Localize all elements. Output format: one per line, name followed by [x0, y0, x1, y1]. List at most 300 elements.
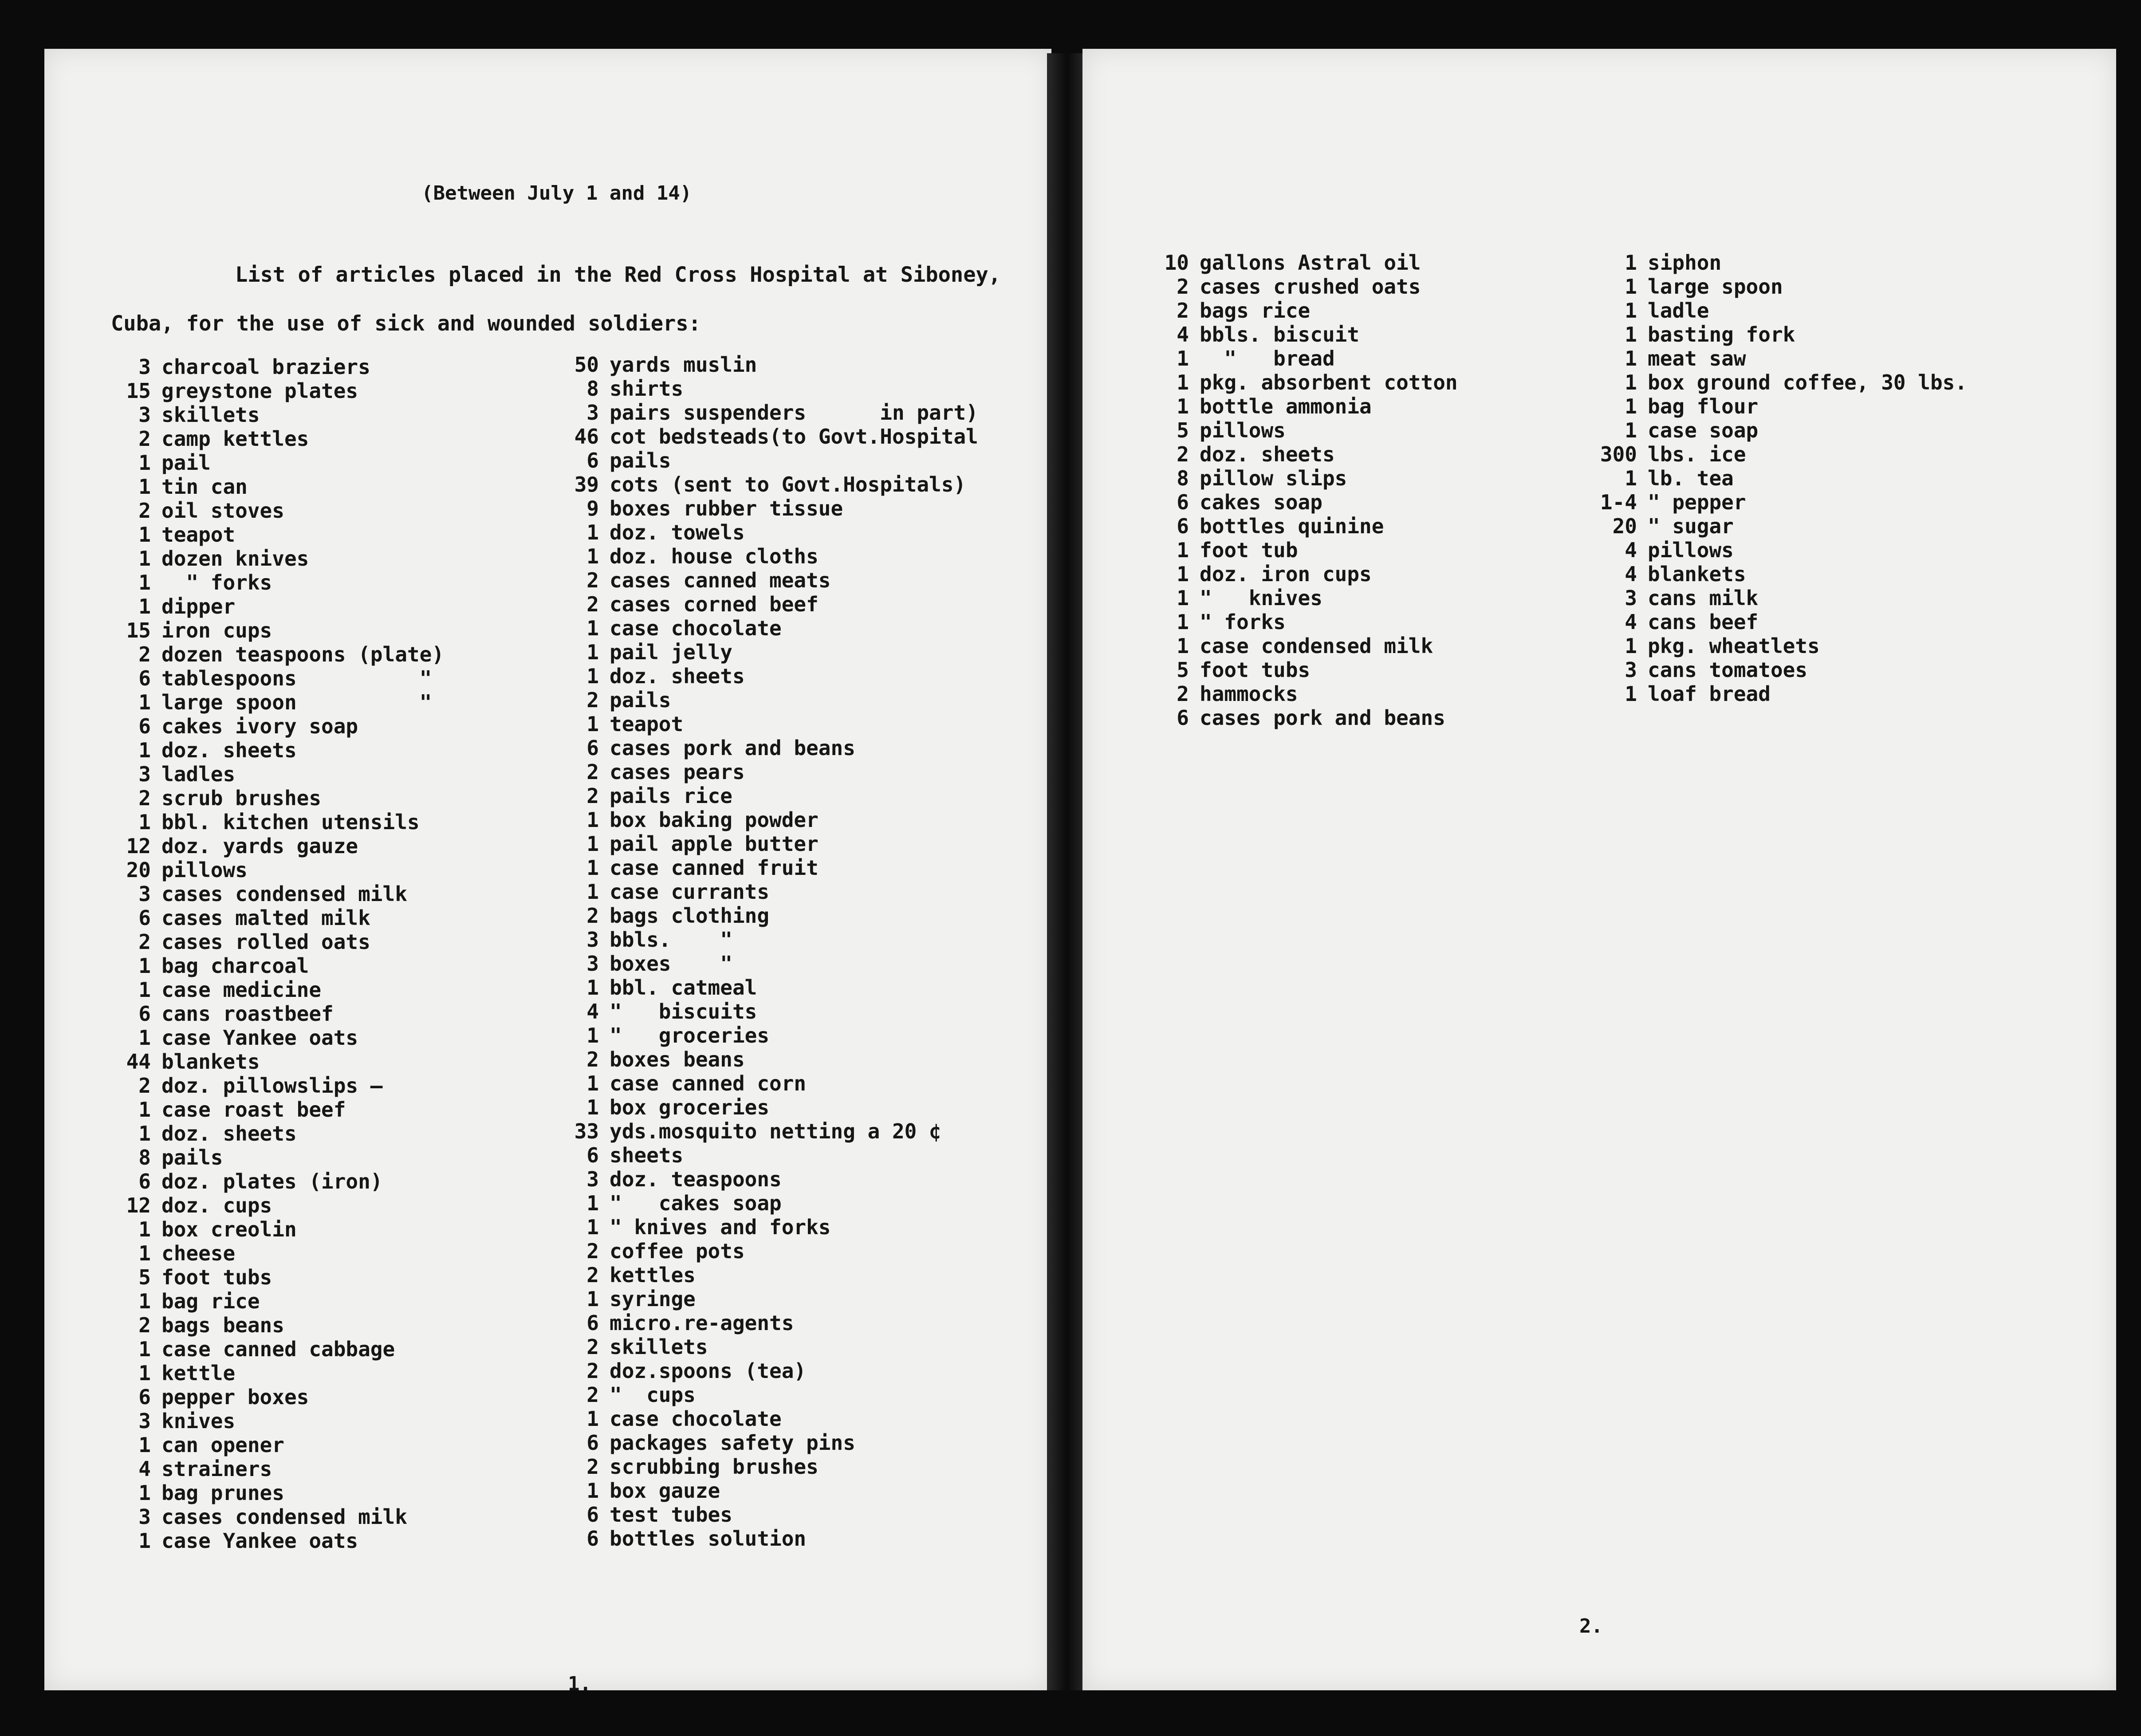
list-item	[106, 403, 444, 427]
list-item	[1584, 442, 1967, 466]
item-description: doz. sheets	[161, 1122, 297, 1146]
item-description: tin can	[161, 475, 248, 499]
list-item	[106, 571, 444, 594]
item-quantity: 1	[1177, 370, 1189, 394]
list-item	[550, 1095, 978, 1119]
item-description: doz. sheets	[1200, 442, 1335, 466]
list-item	[1584, 562, 1967, 586]
item-description: bbls. "	[610, 928, 732, 952]
item-quantity: 1	[586, 712, 599, 736]
item-quantity: 1	[138, 1289, 151, 1313]
item-quantity: 4	[586, 1000, 599, 1023]
item-quantity: 6	[586, 736, 599, 760]
list-item	[550, 616, 978, 640]
item-quantity: 1	[586, 520, 599, 544]
list-item	[106, 1146, 444, 1169]
list-item	[106, 427, 444, 451]
item-description: loaf bread	[1648, 682, 1771, 706]
item-description: bag prunes	[161, 1481, 284, 1505]
item-description: basting fork	[1648, 323, 1795, 346]
item-description: doz.spoons (tea)	[610, 1359, 807, 1383]
list-item	[550, 1000, 978, 1023]
item-quantity: 2	[1177, 682, 1189, 706]
item-description: iron cups	[161, 618, 272, 642]
page-2-column-1	[1140, 251, 1458, 730]
item-quantity: 1	[586, 1191, 599, 1215]
page-1	[44, 49, 1051, 1695]
item-description: blankets	[1648, 562, 1746, 586]
item-quantity: 1-4	[1600, 490, 1637, 514]
item-quantity: 3	[586, 952, 599, 976]
list-item	[550, 880, 978, 904]
item-description: " forks	[161, 571, 272, 594]
list-item	[106, 666, 444, 690]
item-quantity: 1	[138, 451, 151, 475]
list-item	[106, 1337, 444, 1361]
item-quantity: 3	[138, 1505, 151, 1529]
item-description: greystone plates	[161, 379, 358, 403]
item-quantity: 1	[138, 1433, 151, 1457]
item-description: pillow slips	[1200, 466, 1347, 490]
list-item	[106, 1002, 444, 1026]
list-item	[106, 1385, 444, 1409]
item-description: cases pork and beans	[610, 736, 855, 760]
item-quantity: 1	[138, 978, 151, 1002]
item-description: case Yankee oats	[161, 1529, 358, 1553]
item-description: pail jelly	[610, 640, 732, 664]
list-item	[1140, 251, 1458, 275]
item-description: kettle	[161, 1361, 236, 1385]
item-description: dipper	[161, 594, 236, 618]
item-quantity: 2	[138, 642, 151, 666]
item-quantity: 12	[126, 834, 151, 858]
item-description: cases crushed oats	[1200, 275, 1421, 299]
list-item	[106, 355, 444, 379]
item-quantity: 2	[138, 1074, 151, 1098]
list-item	[106, 642, 444, 666]
item-quantity: 1	[586, 808, 599, 832]
item-description: cheese	[161, 1241, 236, 1265]
item-quantity: 2	[586, 1263, 599, 1287]
item-description: box groceries	[610, 1095, 770, 1119]
item-quantity: 1	[138, 1529, 151, 1553]
list-item	[550, 832, 978, 856]
item-description: cans milk	[1648, 586, 1759, 610]
item-description: skillets	[610, 1335, 708, 1359]
item-quantity: 2	[586, 784, 599, 808]
item-description: scrub brushes	[161, 786, 322, 810]
item-description: pail apple butter	[610, 832, 819, 856]
list-item	[550, 472, 978, 496]
list-item	[106, 499, 444, 523]
item-description: bbl. kitchen utensils	[161, 810, 420, 834]
item-quantity: 3	[138, 1409, 151, 1433]
item-quantity: 2	[586, 1239, 599, 1263]
item-description: cases rolled oats	[161, 930, 370, 954]
item-quantity: 1	[1177, 586, 1189, 610]
item-description: pairs suspenders in part)	[610, 401, 978, 425]
item-quantity: 3	[586, 401, 599, 425]
item-quantity: 10	[1164, 251, 1189, 275]
list-item	[106, 1313, 444, 1337]
item-description: cakes ivory soap	[161, 714, 358, 738]
list-item	[1140, 514, 1458, 538]
list-item	[1140, 682, 1458, 706]
list-item	[550, 592, 978, 616]
item-description: bags beans	[161, 1313, 284, 1337]
list-item	[550, 1503, 978, 1527]
item-quantity: 1	[586, 1023, 599, 1047]
list-item	[106, 1193, 444, 1217]
item-quantity: 6	[138, 906, 151, 930]
item-description: cases pears	[610, 760, 745, 784]
list-item	[106, 475, 444, 499]
item-description: bottles quinine	[1200, 514, 1384, 538]
list-item	[1584, 682, 1967, 706]
list-item	[106, 978, 444, 1002]
item-quantity: 5	[138, 1265, 151, 1289]
list-item	[106, 1505, 444, 1529]
item-quantity: 2	[138, 427, 151, 451]
item-description: pkg. absorbent cotton	[1200, 370, 1458, 394]
item-quantity: 1	[1625, 634, 1637, 658]
page-2-column-2	[1584, 251, 1967, 706]
item-description: dozen teaspoons (plate)	[161, 642, 444, 666]
item-quantity: 15	[126, 379, 151, 403]
item-description: pails	[161, 1146, 223, 1169]
list-item	[1140, 586, 1458, 610]
list-item	[1584, 370, 1967, 394]
item-description: doz. sheets	[610, 664, 745, 688]
item-description: cans roastbeef	[161, 1002, 334, 1026]
item-quantity: 1	[1625, 251, 1637, 275]
list-item	[550, 1287, 978, 1311]
list-item	[550, 1167, 978, 1191]
item-description: lbs. ice	[1648, 442, 1746, 466]
list-item	[550, 976, 978, 1000]
item-description: pails rice	[610, 784, 732, 808]
item-quantity: 1	[1177, 610, 1189, 634]
item-quantity: 20	[126, 858, 151, 882]
item-description: hammocks	[1200, 682, 1298, 706]
item-quantity: 2	[586, 1455, 599, 1479]
item-quantity: 1	[586, 832, 599, 856]
item-quantity: 2	[586, 1047, 599, 1071]
list-item	[550, 952, 978, 976]
item-description: " biscuits	[610, 1000, 757, 1023]
item-description: doz. yards gauze	[161, 834, 358, 858]
item-quantity: 1	[586, 544, 599, 568]
item-description: bbls. biscuit	[1200, 323, 1360, 346]
list-item	[550, 496, 978, 520]
list-item	[550, 664, 978, 688]
item-quantity: 33	[574, 1119, 599, 1143]
item-description: " cups	[610, 1383, 696, 1407]
list-item	[106, 1433, 444, 1457]
item-quantity: 1	[586, 1479, 599, 1503]
list-item	[106, 786, 444, 810]
item-description: packages safety pins	[610, 1431, 855, 1455]
item-description: kettles	[610, 1263, 696, 1287]
item-description: bags rice	[1200, 299, 1311, 323]
list-item	[550, 1191, 978, 1215]
item-description: doz. teaspoons	[610, 1167, 782, 1191]
item-quantity: 2	[586, 1383, 599, 1407]
item-description: case chocolate	[610, 616, 782, 640]
list-item	[106, 618, 444, 642]
list-item	[550, 1071, 978, 1095]
list-item	[106, 762, 444, 786]
list-item	[106, 810, 444, 834]
item-quantity: 1	[586, 640, 599, 664]
list-item	[550, 1263, 978, 1287]
item-quantity: 1	[138, 571, 151, 594]
item-description: pails	[610, 688, 671, 712]
list-item	[106, 1481, 444, 1505]
list-item	[106, 738, 444, 762]
date-heading: (Between July 1 and 14)	[421, 182, 692, 205]
item-quantity: 2	[1177, 442, 1189, 466]
item-description: bags clothing	[610, 904, 770, 928]
item-quantity: 6	[586, 449, 599, 472]
list-item	[1584, 299, 1967, 323]
list-item	[1140, 610, 1458, 634]
list-item	[550, 1047, 978, 1071]
item-description: pkg. wheatlets	[1648, 634, 1820, 658]
list-item	[106, 1050, 444, 1074]
item-quantity: 6	[586, 1503, 599, 1527]
item-quantity: 1	[138, 690, 151, 714]
item-quantity: 4	[1177, 323, 1189, 346]
list-item	[550, 353, 978, 377]
list-item	[106, 1265, 444, 1289]
item-description: camp kettles	[161, 427, 309, 451]
list-item	[1140, 490, 1458, 514]
item-description: doz. plates (iron)	[161, 1169, 383, 1193]
item-quantity: 5	[1177, 418, 1189, 442]
list-item	[550, 1311, 978, 1335]
item-quantity: 3	[138, 355, 151, 379]
item-description: case Yankee oats	[161, 1026, 358, 1050]
list-item	[550, 1479, 978, 1503]
item-quantity: 1	[138, 1241, 151, 1265]
item-quantity: 6	[586, 1431, 599, 1455]
list-item	[550, 808, 978, 832]
list-item	[550, 1239, 978, 1263]
item-description: doz. towels	[610, 520, 745, 544]
item-description: large spoon	[1648, 275, 1783, 299]
page-2	[1082, 49, 2116, 1690]
item-description: shirts	[610, 377, 684, 401]
item-quantity: 50	[574, 353, 599, 377]
list-item	[550, 401, 978, 425]
list-item	[106, 594, 444, 618]
list-item	[550, 1359, 978, 1383]
item-quantity: 1	[586, 856, 599, 880]
item-description: " knives	[1200, 586, 1322, 610]
item-description: large spoon "	[161, 690, 432, 714]
item-quantity: 44	[126, 1050, 151, 1074]
item-description: cans tomatoes	[1648, 658, 1808, 682]
list-item	[1140, 346, 1458, 370]
item-description: pillows	[161, 858, 248, 882]
item-description: doz. iron cups	[1200, 562, 1372, 586]
list-item	[550, 784, 978, 808]
item-quantity: 300	[1600, 442, 1637, 466]
item-description: case canned fruit	[610, 856, 819, 880]
item-quantity: 1	[138, 954, 151, 978]
item-quantity: 4	[1625, 562, 1637, 586]
item-description: case roast beef	[161, 1098, 346, 1122]
list-item	[106, 1074, 444, 1098]
item-description: boxes "	[610, 952, 732, 976]
item-description: bag rice	[161, 1289, 260, 1313]
item-description: foot tub	[1200, 538, 1298, 562]
list-item	[1584, 658, 1967, 682]
item-description: knives	[161, 1409, 236, 1433]
item-quantity: 2	[138, 930, 151, 954]
item-description: cases corned beef	[610, 592, 819, 616]
list-item	[106, 1529, 444, 1553]
item-quantity: 8	[1177, 466, 1189, 490]
item-quantity: 1	[138, 594, 151, 618]
item-description: " knives and forks	[610, 1215, 831, 1239]
item-quantity: 12	[126, 1193, 151, 1217]
item-quantity: 1	[138, 523, 151, 547]
list-item	[550, 1455, 978, 1479]
item-quantity: 2	[586, 688, 599, 712]
list-item	[1140, 538, 1458, 562]
item-description: coffee pots	[610, 1239, 745, 1263]
list-item	[1140, 442, 1458, 466]
item-description: doz. cups	[161, 1193, 272, 1217]
item-quantity: 1	[1177, 346, 1189, 370]
item-description: pepper boxes	[161, 1385, 309, 1409]
item-quantity: 1	[1177, 538, 1189, 562]
list-item	[106, 379, 444, 403]
item-description: siphon	[1648, 251, 1722, 275]
list-item	[1584, 466, 1967, 490]
item-quantity: 1	[138, 1481, 151, 1505]
item-quantity: 6	[586, 1311, 599, 1335]
item-quantity: 2	[1177, 275, 1189, 299]
list-item	[550, 1335, 978, 1359]
item-quantity: 1	[1625, 323, 1637, 346]
item-description: can opener	[161, 1433, 284, 1457]
page-1-column-1	[106, 355, 444, 1553]
item-description: case medicine	[161, 978, 322, 1002]
item-description: sheets	[610, 1143, 684, 1167]
item-quantity: 1	[138, 810, 151, 834]
item-description: gallons Astral oil	[1200, 251, 1421, 275]
item-quantity: 1	[586, 1095, 599, 1119]
item-quantity: 1	[138, 475, 151, 499]
list-item	[1584, 586, 1967, 610]
item-description: oil stoves	[161, 499, 284, 523]
list-item	[106, 1098, 444, 1122]
item-description: bag charcoal	[161, 954, 309, 978]
item-quantity: 2	[586, 760, 599, 784]
item-quantity: 1	[1625, 299, 1637, 323]
list-item	[1140, 706, 1458, 730]
list-item	[106, 954, 444, 978]
list-item	[550, 904, 978, 928]
list-item	[106, 1289, 444, 1313]
item-description: foot tubs	[161, 1265, 272, 1289]
list-item	[550, 1407, 978, 1431]
item-quantity: 6	[586, 1527, 599, 1551]
list-item	[550, 712, 978, 736]
list-item	[1140, 370, 1458, 394]
list-item	[106, 1361, 444, 1385]
list-item	[106, 523, 444, 547]
page-1-column-2	[550, 353, 978, 1551]
list-item	[106, 1169, 444, 1193]
list-item	[550, 568, 978, 592]
item-quantity: 1	[1625, 275, 1637, 299]
item-description: lb. tea	[1648, 466, 1734, 490]
item-quantity: 1	[586, 1071, 599, 1095]
item-description: cases canned meats	[610, 568, 831, 592]
list-item	[550, 688, 978, 712]
list-item	[550, 856, 978, 880]
item-description: " groceries	[610, 1023, 770, 1047]
item-description: cases pork and beans	[1200, 706, 1445, 730]
item-quantity: 6	[1177, 706, 1189, 730]
item-description: cakes soap	[1200, 490, 1322, 514]
item-quantity: 1	[1625, 370, 1637, 394]
item-quantity: 4	[1625, 610, 1637, 634]
item-quantity: 1	[138, 1337, 151, 1361]
item-quantity: 1	[586, 664, 599, 688]
list-item	[1140, 418, 1458, 442]
item-quantity: 1	[138, 1026, 151, 1050]
item-quantity: 1	[1625, 418, 1637, 442]
list-item	[550, 377, 978, 401]
list-item	[106, 858, 444, 882]
item-description: yds.mosquito netting a 20 ¢	[610, 1119, 941, 1143]
item-quantity: 3	[138, 882, 151, 906]
item-description: case canned cabbage	[161, 1337, 395, 1361]
item-description: ladles	[161, 762, 236, 786]
list-item	[106, 1122, 444, 1146]
item-description: cases malted milk	[161, 906, 370, 930]
item-description: case soap	[1648, 418, 1759, 442]
item-quantity: 15	[126, 618, 151, 642]
list-item	[1140, 562, 1458, 586]
item-quantity: 8	[138, 1146, 151, 1169]
item-description: boxes rubber tissue	[610, 496, 843, 520]
list-item	[1584, 346, 1967, 370]
list-item	[550, 1527, 978, 1551]
item-quantity: 3	[1625, 586, 1637, 610]
intro-paragraph: List of articles placed in the Red Cross Hospital at Siboney, Cuba, for the use of sick and wounded soldiers:	[111, 263, 1001, 336]
item-description: " forks	[1200, 610, 1286, 634]
item-quantity: 2	[586, 1335, 599, 1359]
item-description: bag flour	[1648, 394, 1759, 418]
item-quantity: 6	[138, 1002, 151, 1026]
item-quantity: 8	[586, 377, 599, 401]
item-quantity: 3	[586, 1167, 599, 1191]
item-description: cot bedsteads(to Govt.Hospital	[610, 425, 978, 449]
list-item	[550, 1431, 978, 1455]
item-description: case condensed milk	[1200, 634, 1433, 658]
item-description: ladle	[1648, 299, 1709, 323]
item-quantity: 2	[586, 904, 599, 928]
item-quantity: 1	[138, 738, 151, 762]
list-item	[550, 1143, 978, 1167]
item-description: cases condensed milk	[161, 1505, 407, 1529]
